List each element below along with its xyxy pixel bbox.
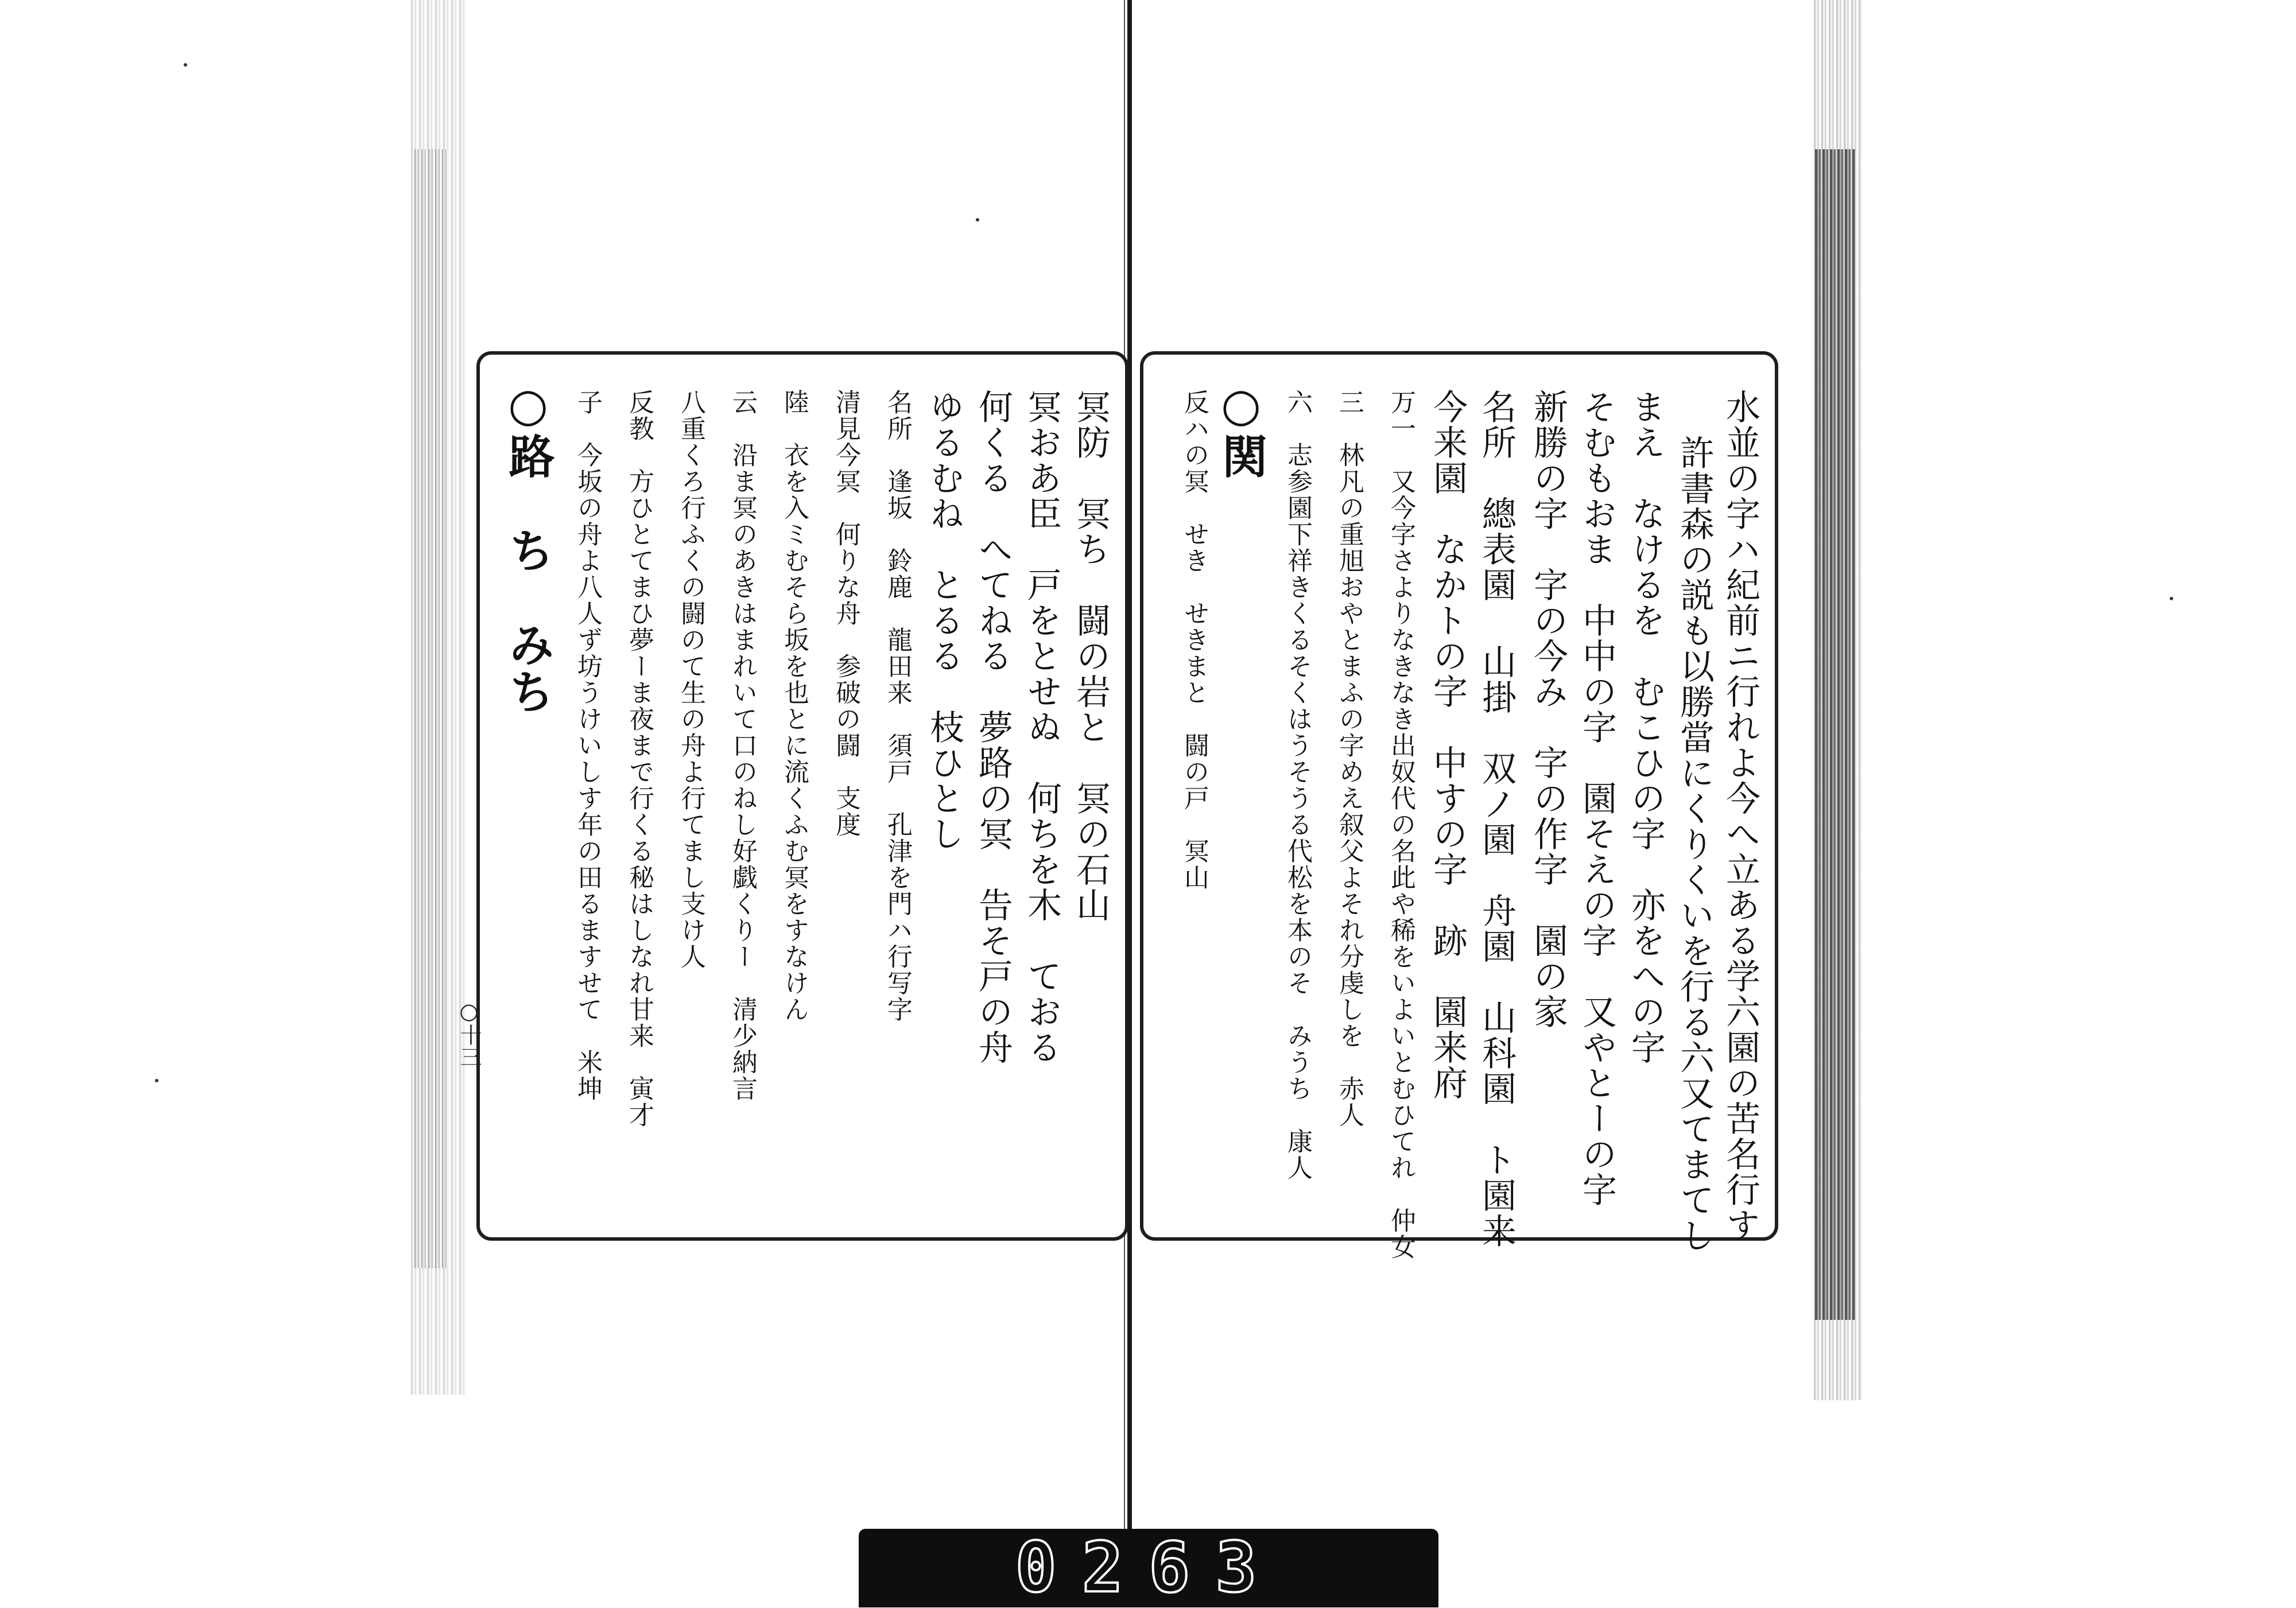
text-column: 万一 又今字さよりなきなき出奴代の名此や稀をいよいとむひてれ 仲女: [1386, 389, 1415, 1260]
left-page-panel: [476, 351, 1128, 1241]
text-column: 三 林凡の重旭おやとまふの字めえ叙父よそれ分虔しを 赤人: [1335, 389, 1364, 1128]
text-column: そむもおま 中中の字 園そえの字 又やとーの字: [1577, 389, 1617, 1207]
text-column: 許書森の説も以勝當にくりくいを行る六又てまてし: [1674, 435, 1715, 1253]
scan-speck: [155, 1079, 158, 1082]
text-column: 子 今坂の舟よ八人ず坊うけいしす年の田るますせて 米坤: [573, 389, 602, 1102]
text-column: 冥防 冥ち 闘の岩と 冥の石山: [1071, 389, 1111, 923]
text-column: 名所 逢坂 鈴鹿 龍田来 須戸 孔津を門ハ行写字: [883, 389, 912, 1023]
binding-shadow-left: [414, 149, 449, 1268]
text-column: 名所 總表園 山掛 双ノ園 舟園 山科園 ト園来: [1476, 389, 1517, 1249]
text-column: 反ハの冥 せき せきまと 闘の戸 冥山: [1180, 389, 1209, 891]
text-column: 水並の字ハ紀前ニ行れよ今へ立ある学六園の苦名行す: [1720, 389, 1760, 1243]
scan-speck: [184, 63, 187, 67]
scan-speck: [976, 218, 979, 222]
text-column: 云 沿ま冥のあきはまれいて口のねし好戯くりー 清少納言: [728, 389, 757, 1102]
text-column: 冥おあ臣 戸をとせぬ 何ちを木 ておる: [1022, 389, 1062, 1065]
text-column: 八重くろ行ふくの闘のて生の舟よ行てまし支け人: [676, 389, 705, 970]
archive-stamp-number: 0263: [1015, 1528, 1282, 1608]
text-column: まえ なけるを むこひの字 亦をへの字: [1626, 389, 1666, 1065]
scan-speck: [2170, 597, 2173, 600]
text-column: 反教 方ひとてまひ夢ーま夜まで行くる秘はしなれ甘来 寅才: [625, 389, 654, 1128]
right-page-panel: [1140, 351, 1778, 1260]
section-heading: ○路 ち みち: [501, 378, 555, 715]
archive-stamp: [859, 1529, 1438, 1607]
binding-shadow-right: [1815, 149, 1855, 1320]
page-number: ○十三: [456, 999, 482, 1067]
text-column: 六 志参園下祥きくるそくはうそうる代松を本のそ みうち 康人: [1283, 389, 1312, 1181]
text-column: 陸 衣を入ミむそら坂を也とに流くふむ冥をすなけん: [779, 389, 809, 1023]
text-column: 何くる へてねる 夢路の冥 告そ戸の舟: [973, 389, 1013, 1065]
text-column: 清見今冥 何りな舟 参破の闘 支度: [831, 389, 860, 838]
section-heading: ○関: [1214, 378, 1268, 480]
text-column: 今来園 なかトの字 中すの字 跡 園来府: [1428, 389, 1468, 1101]
text-column: ゆるむね とるる 枝ひとし: [924, 389, 964, 852]
text-column: 新勝の字 字の今み 字の作字 園の家: [1528, 389, 1568, 1030]
